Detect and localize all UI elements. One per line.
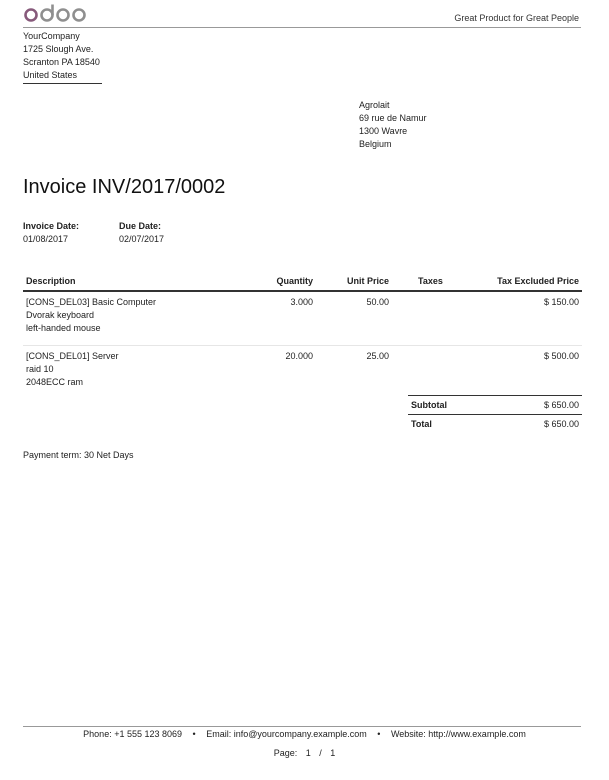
line-detail: left-handed mouse xyxy=(26,323,101,333)
company-tagline: Great Product for Great People xyxy=(454,13,579,23)
invoice-lines-table xyxy=(23,273,582,399)
subtotal-label: Subtotal xyxy=(408,396,496,415)
footer-contact xyxy=(0,729,609,739)
line-detail: 2048ECC ram xyxy=(26,377,84,387)
due-date-label: Due Date: xyxy=(119,221,162,231)
header-quantity: Quantity xyxy=(255,273,316,291)
footer-divider xyxy=(23,726,581,727)
page-current: 1 xyxy=(305,748,311,758)
totals-table xyxy=(408,395,582,433)
line-amount: $ 150.00 xyxy=(481,291,582,346)
table-row xyxy=(23,291,582,346)
line-product: [CONS_DEL01] Server xyxy=(26,351,119,361)
header-divider xyxy=(23,27,581,28)
company-address xyxy=(23,30,102,84)
company-address-underline xyxy=(23,83,102,84)
line-description xyxy=(23,346,255,400)
line-description xyxy=(23,291,255,346)
page-separator: / xyxy=(319,748,322,758)
footer-bullet: • xyxy=(377,729,381,739)
subtotal-row xyxy=(408,396,582,415)
line-quantity: 3.000 xyxy=(255,291,316,346)
subtotal-value: $ 650.00 xyxy=(496,396,582,415)
header-taxes: Taxes xyxy=(392,273,481,291)
company-city: Scranton PA 18540 xyxy=(23,57,100,67)
due-date-block xyxy=(119,220,164,246)
table-row xyxy=(23,346,582,400)
due-date-value: 02/07/2017 xyxy=(119,234,165,244)
company-street: 1725 Slough Ave. xyxy=(23,44,94,54)
line-detail: Dvorak keyboard xyxy=(26,310,95,320)
line-product: [CONS_DEL03] Basic Computer xyxy=(26,297,157,307)
partner-name: Agrolait xyxy=(359,100,390,110)
partner-address xyxy=(359,99,427,151)
header-unit-price: Unit Price xyxy=(316,273,392,291)
header-tax-excluded-price: Tax Excluded Price xyxy=(481,273,582,291)
invoice-date-label: Invoice Date: xyxy=(23,221,80,231)
total-value: $ 650.00 xyxy=(543,419,579,429)
payment-term: Payment term: 30 Net Days xyxy=(23,450,134,460)
line-taxes xyxy=(392,346,481,400)
table-header-row xyxy=(23,273,582,291)
footer-website: Website: http://www.example.com xyxy=(390,729,526,739)
partner-country: Belgium xyxy=(359,139,392,149)
invoice-title: Invoice INV/2017/0002 xyxy=(23,176,226,198)
odoo-logo xyxy=(24,3,88,25)
line-amount: $ 500.00 xyxy=(543,351,579,361)
line-detail: raid 10 xyxy=(26,364,54,374)
invoice-date-value: 01/08/2017 xyxy=(23,234,69,244)
page-label: Page: xyxy=(273,748,298,758)
company-country: United States xyxy=(23,70,78,80)
company-name: YourCompany xyxy=(23,31,80,41)
total-row xyxy=(408,415,582,434)
header-description: Description xyxy=(23,273,255,291)
footer-email: Email: info@yourcompany.example.com xyxy=(206,729,367,739)
total-label: Total xyxy=(411,419,432,429)
partner-street: 69 rue de Namur xyxy=(359,113,427,123)
line-quantity: 20.000 xyxy=(285,351,313,361)
page-total: 1 xyxy=(330,748,336,758)
line-unit-price: 25.00 xyxy=(366,351,389,361)
page-number xyxy=(0,748,609,758)
line-taxes xyxy=(392,291,481,346)
partner-city: 1300 Wavre xyxy=(359,126,408,136)
invoice-date-block xyxy=(23,220,79,246)
footer-phone: Phone: +1 555 123 8069 xyxy=(83,729,183,739)
footer-bullet: • xyxy=(192,729,196,739)
line-unit-price: 50.00 xyxy=(316,291,392,346)
